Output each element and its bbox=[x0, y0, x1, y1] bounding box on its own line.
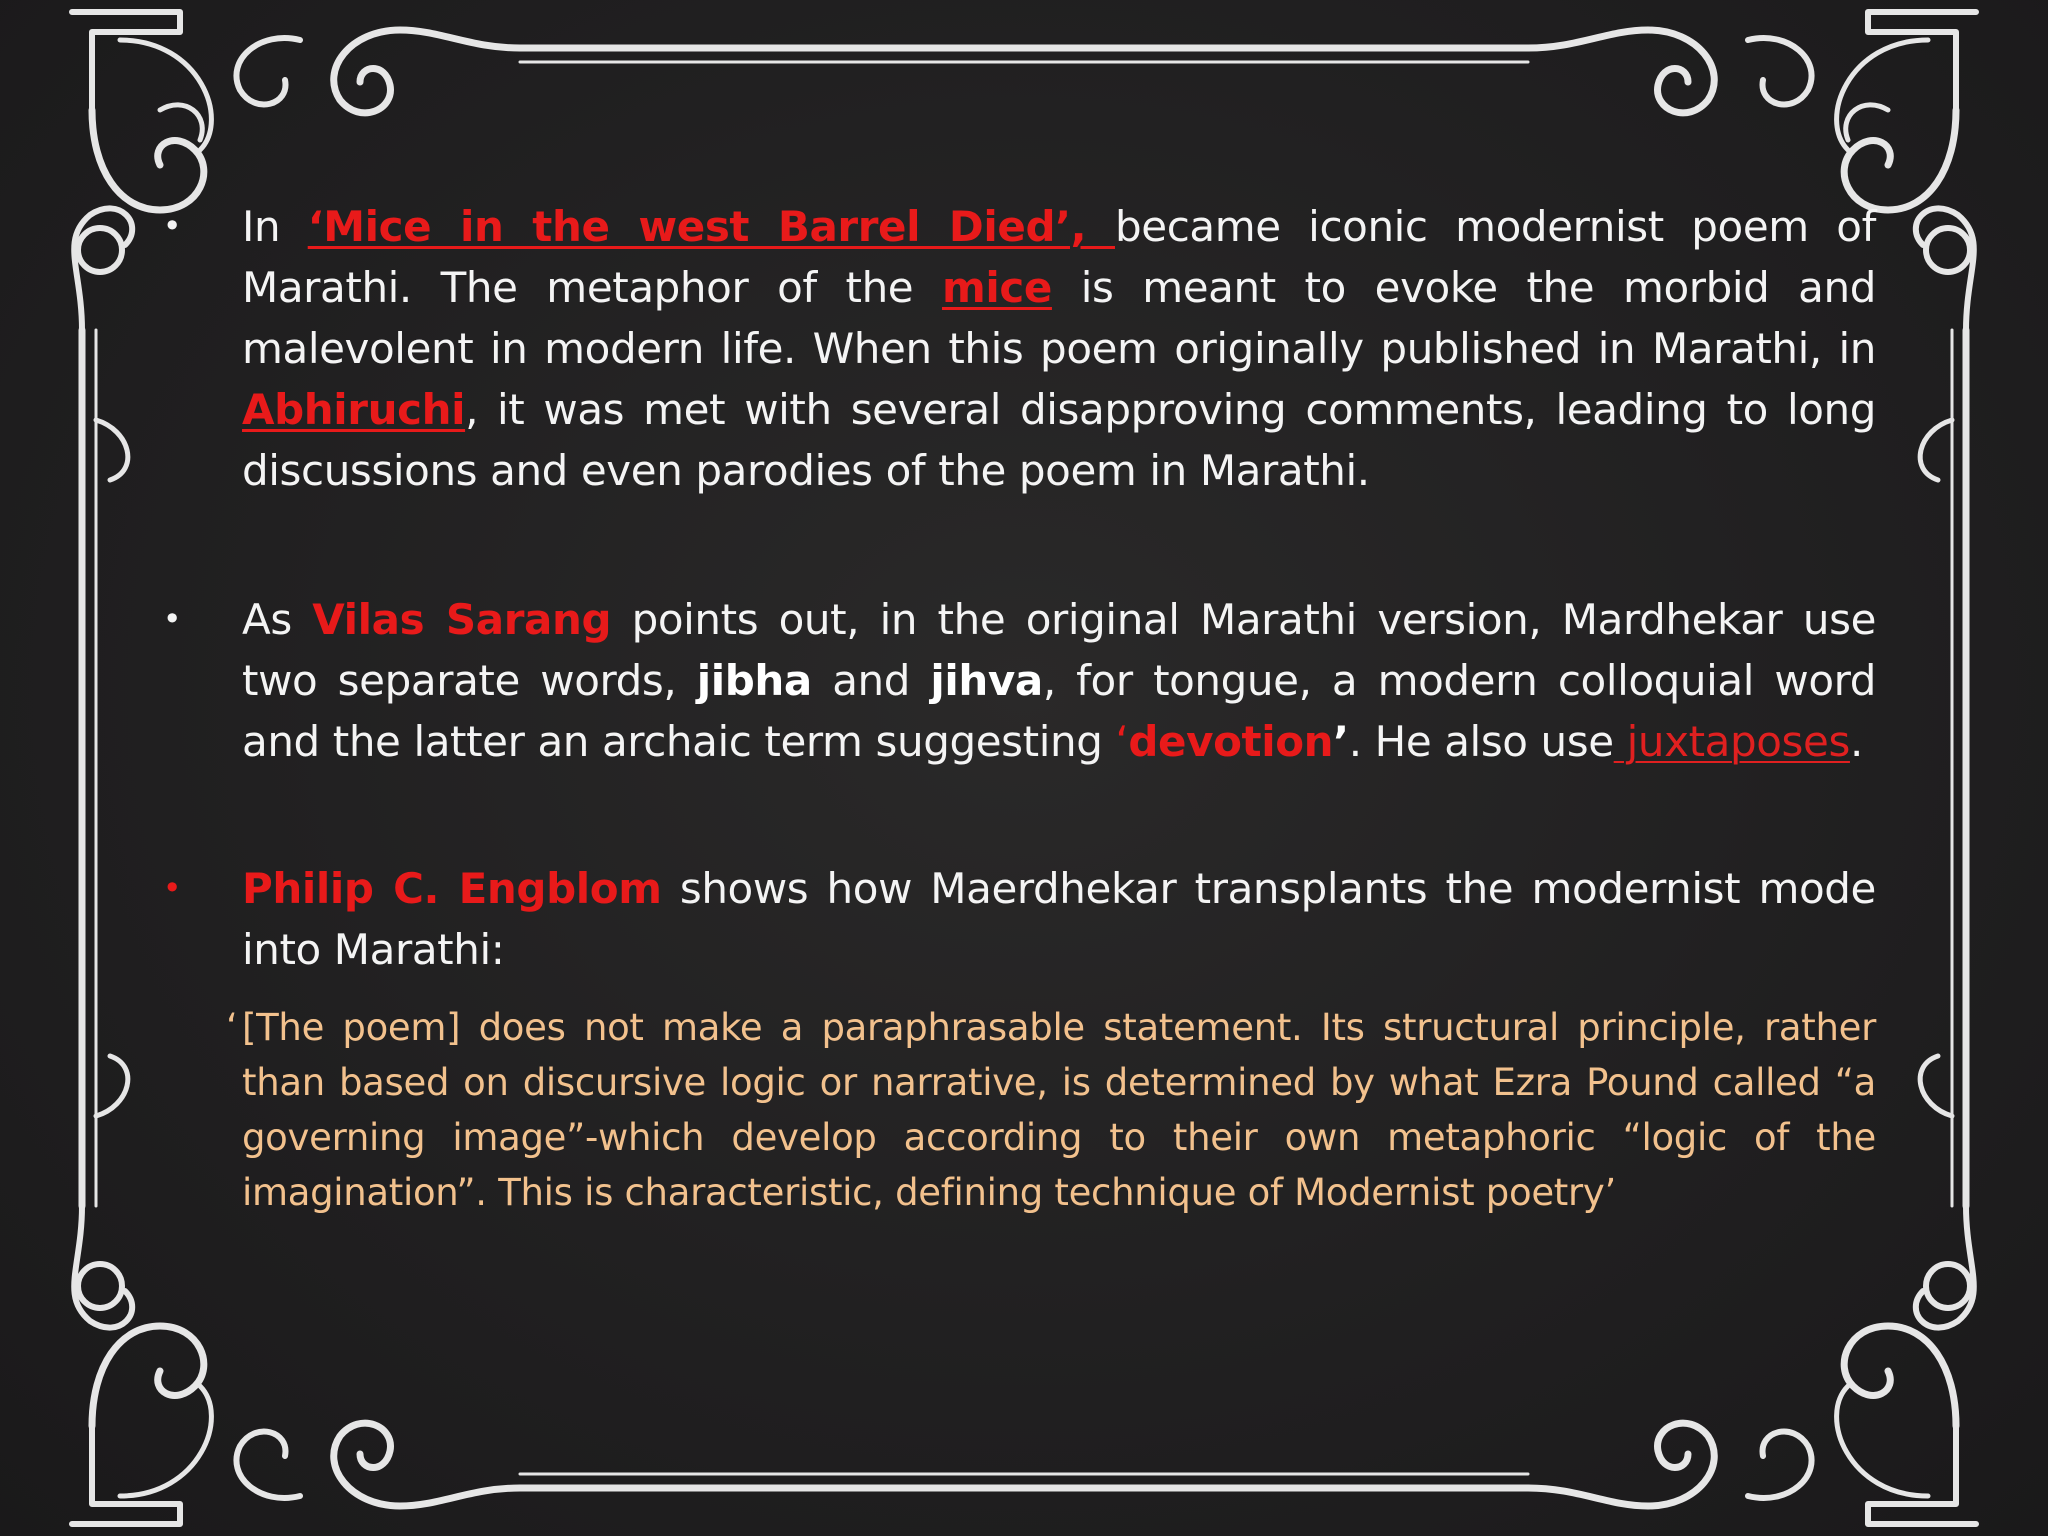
vilas-sarang-name: Vilas Sarang bbox=[312, 595, 612, 644]
word-devotion: devotion bbox=[1128, 717, 1334, 766]
juxtaposes-link[interactable]: juxtaposes bbox=[1613, 717, 1850, 766]
word-jibha: jibha bbox=[696, 656, 812, 705]
text-segment: In bbox=[242, 202, 308, 251]
text-segment: and bbox=[811, 656, 931, 705]
devotion-close-quote: ’ bbox=[1333, 717, 1349, 766]
text-segment: . He also use bbox=[1348, 717, 1614, 766]
word-jihva: jihva bbox=[930, 656, 1043, 705]
slide-content bbox=[160, 196, 1876, 1220]
bullet-vilas-sarang bbox=[160, 589, 1876, 772]
text-segment: As bbox=[242, 595, 313, 644]
bullet-mice-poem bbox=[160, 196, 1876, 501]
engblom-name: Philip C. Engblom bbox=[242, 864, 662, 913]
text-segment: became iconic modernist poem of Marathi. The metaphor of the bbox=[242, 202, 1876, 312]
engblom-quote bbox=[160, 1000, 1876, 1220]
bullet-marker: • bbox=[162, 600, 182, 638]
text-segment: , for tongue, a modern colloquial word and the latter an archaic term suggesting bbox=[242, 656, 1877, 766]
quote-open-mark: ‘ bbox=[226, 1006, 238, 1049]
bullet-marker: • bbox=[162, 207, 182, 245]
text-segment: is meant to evoke the morbid and malevolent in modern life. When this poem originally published in Marathi, in bbox=[242, 263, 1876, 373]
text-segment: , it was met with several disapproving comments, leading to long discussions and even parodies of the poem in Marathi. bbox=[242, 385, 1876, 495]
bullet-marker-red: • bbox=[162, 869, 182, 907]
quote-text: [The poem] does not make a paraphrasable statement. Its structural principle, rather than based on discursive logic or narrative, is determined by what Ezra Pound called “a governing image”-which develop according to their own metaphoric “logic of the imagination”. This is characteristic, defining technique of Modernist poetry’ bbox=[242, 1006, 1876, 1214]
devotion-open-quote: ‘ bbox=[1115, 717, 1129, 766]
poem-title-link[interactable]: ‘Mice in the west Barrel Died’, bbox=[307, 202, 1115, 251]
text-segment: shows how Maerdhekar transplants the modernist mode into Marathi: bbox=[242, 864, 1876, 974]
bullet-engblom bbox=[160, 858, 1876, 980]
abhiruchi-link[interactable]: Abhiruchi bbox=[242, 385, 466, 434]
text-segment: . bbox=[1849, 717, 1863, 766]
text-segment: points out, in the original Marathi version, Mardhekar use two separate words, bbox=[242, 595, 1877, 705]
mice-link[interactable]: mice bbox=[942, 263, 1052, 312]
